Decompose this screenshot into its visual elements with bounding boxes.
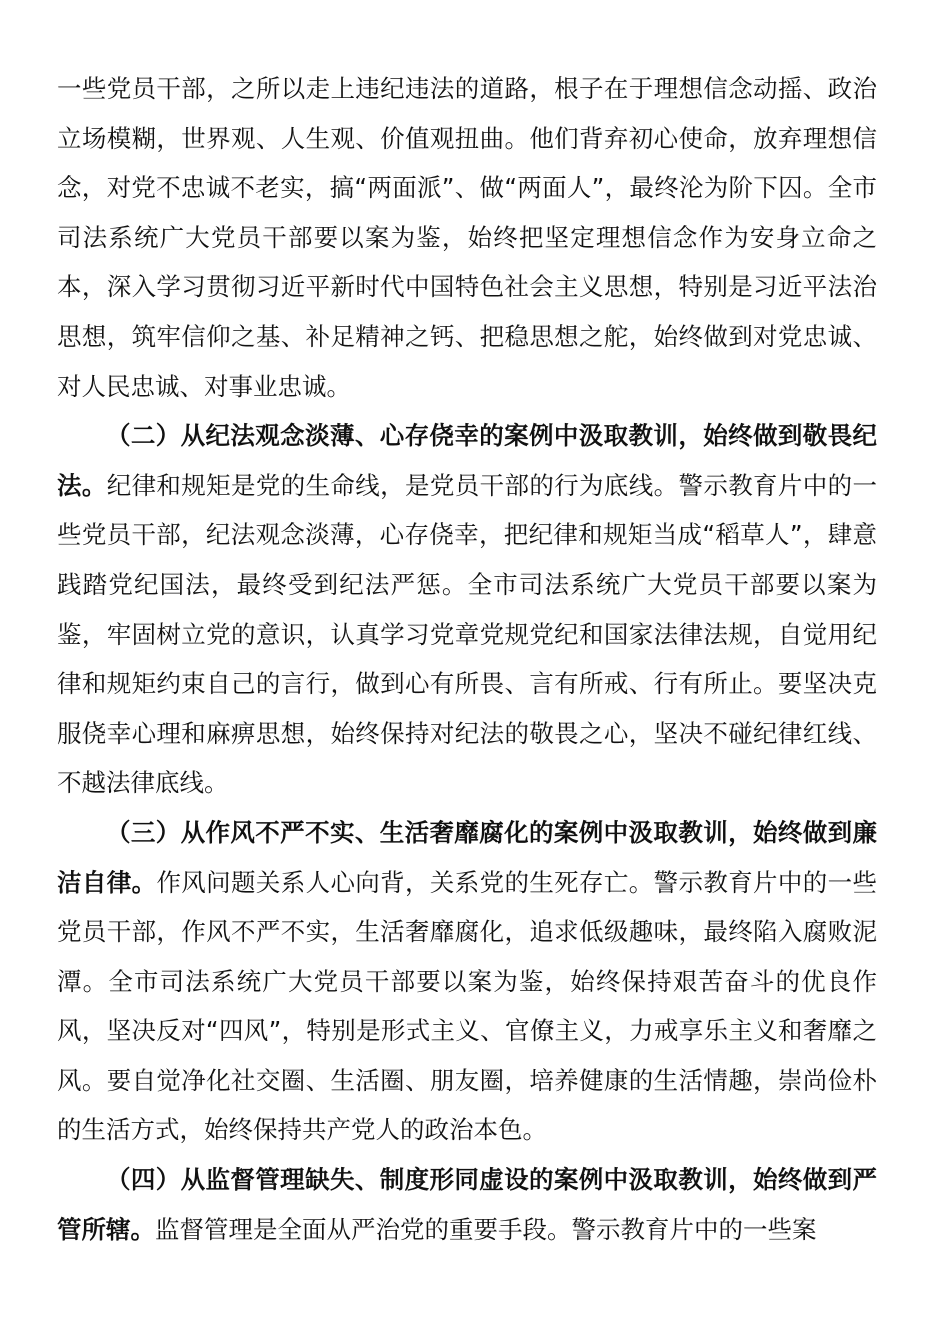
- paragraph-text: 纪律和规矩是党的生命线，是党员干部的行为底线。警示教育片中的一些党员干部，纪法观念淡薄，心存侥幸，把纪律和规矩当成“稻草人”，肆意践踏党纪国法，最终受到纪法严惩。全市司法系统广大党员干部要以案为鉴，牢固树立党的意识，认真学习党章党规党纪和国家法律法规，自觉用纪律和规矩约束自己的言行，做到心有所畏、言有所戒、行有所止。要坚决克服侥幸心理和麻痹思想，始终保持对纪法的敬畏之心，坚决不碰纪律红线、不越法律底线。: [57, 470, 877, 798]
- document-page: [57, 64, 877, 1254]
- section-heading: （二）从纪法观念淡薄、心存侥幸的案例中汲取教训，始终做到敬畏纪法。: [57, 421, 877, 500]
- paragraph-continuation: [57, 64, 877, 411]
- paragraph-section-3: [57, 808, 877, 1155]
- section-heading: （三）从作风不严不实、生活奢靡腐化的案例中汲取教训，始终做到廉洁自律。: [57, 817, 877, 897]
- paragraph-text: 作风问题关系人心向背，关系党的生死存亡。警示教育片中的一些党员干部，作风不严不实，生活奢靡腐化，追求低级趣味，最终陷入腐败泥潭。全市司法系统广大党员干部要以案为鉴，始终保持艰苦奋斗的优良作风，坚决反对“四风”，特别是形式主义、官僚主义，力戒享乐主义和奢靡之风。要自觉净化社交圈、生活圈、朋友圈，培养健康的生活情趣，崇尚俭朴的生活方式，始终保持共产党人的政治本色。: [57, 867, 877, 1145]
- paragraph-section-4: [57, 1155, 877, 1254]
- section-heading: （四）从监督管理缺失、制度形同虚设的案例中汲取教训，始终做到严管所辖。: [57, 1165, 877, 1244]
- paragraph-text: 一些党员干部，之所以走上违纪违法的道路，根子在于理想信念动摇、政治立场模糊，世界观、人生观、价值观扭曲。他们背弃初心使命，放弃理想信念，对党不忠诚不老实，搞“两面派”、做“两面人”，最终沦为阶下囚。全市司法系统广大党员干部要以案为鉴，始终把坚定理想信念作为安身立命之本，深入学习贯彻习近平新时代中国特色社会主义思想，特别是习近平法治思想，筑牢信仰之基、补足精神之钙、把稳思想之舵，始终做到对党忠诚、对人民忠诚、对事业忠诚。: [57, 74, 877, 401]
- paragraph-text: 监督管理是全面从严治党的重要手段。警示教育片中的一些案: [155, 1214, 817, 1244]
- paragraph-section-2: [57, 411, 877, 808]
